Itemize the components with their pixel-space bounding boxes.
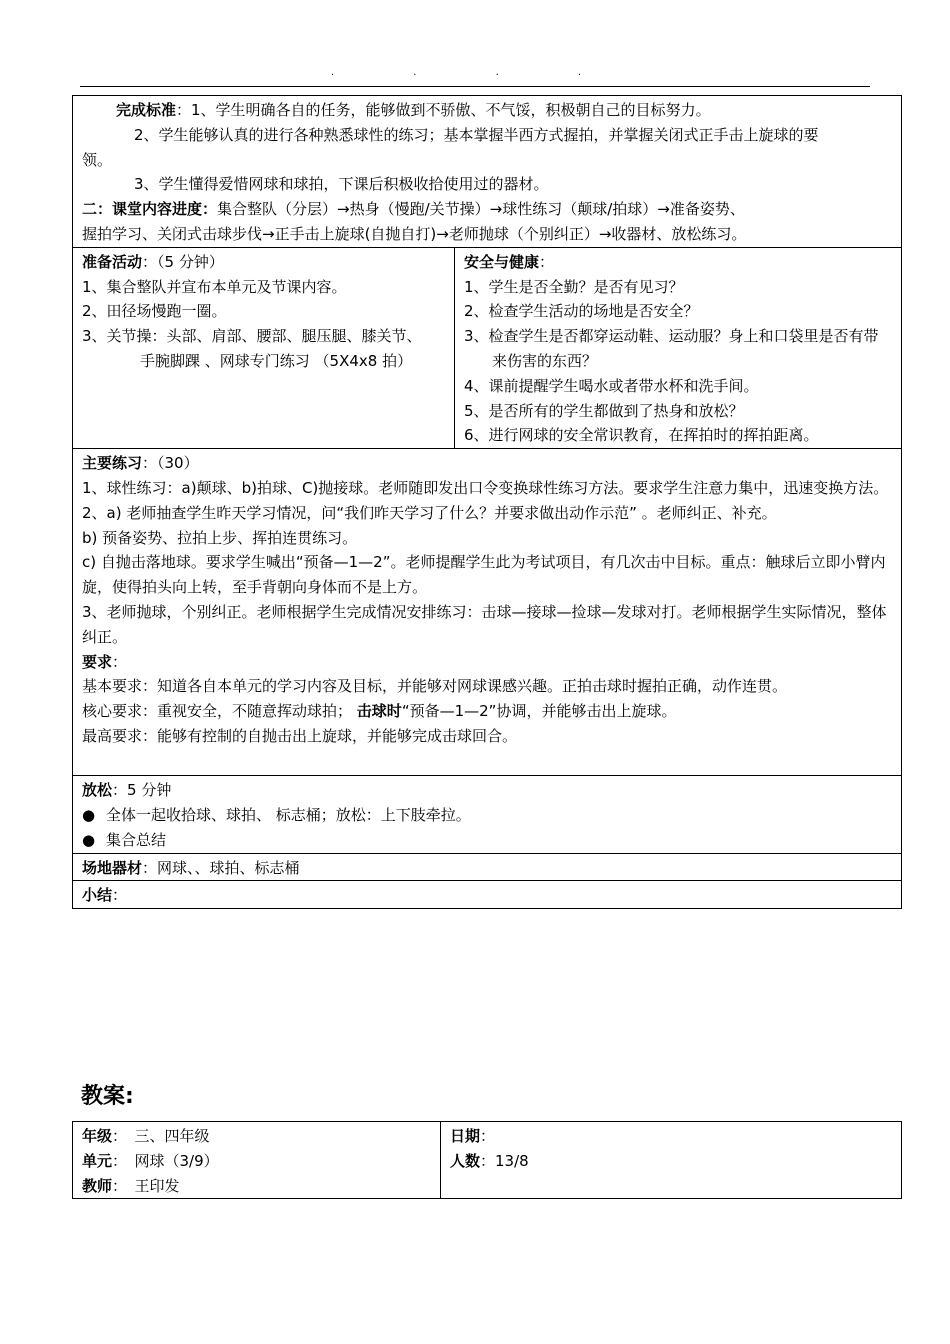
summary-colon: ： bbox=[112, 886, 128, 905]
completion-item-1: ：1、学生明确各自的任务，能够做到不骄傲、不气馁，积极朝自己的目标努力。 bbox=[176, 101, 711, 119]
equipment-cell bbox=[73, 853, 902, 881]
unit-value: ： 网球（3/9） bbox=[112, 1151, 219, 1170]
progress-label: 二：课堂内容进度： bbox=[82, 200, 218, 219]
relax-heading bbox=[82, 778, 893, 803]
warmup-item: 手腕脚踝 、网球专门练习 （5X4x8 拍） bbox=[140, 351, 413, 370]
safety-cell bbox=[455, 247, 902, 448]
summary-row bbox=[73, 881, 902, 909]
safety-item: 4、课前提醒学生喝水或者带水杯和洗手间。 bbox=[464, 376, 759, 395]
safety-colon: ： bbox=[539, 252, 555, 271]
summary-label: 小结 bbox=[82, 886, 113, 905]
warmup-item: 2、田径场慢跑一圈。 bbox=[82, 302, 227, 321]
safety-item: 6、进行网球的安全常识教育，在挥拍时的挥拍距离。 bbox=[464, 426, 819, 445]
requirement-core bbox=[82, 699, 893, 724]
lesson-plan-title: 教案: bbox=[81, 1084, 134, 1109]
relax-cell bbox=[73, 776, 902, 853]
completion-item-2b: 领。 bbox=[82, 150, 113, 169]
bullet-icon: ● bbox=[82, 830, 96, 849]
warmup-safety-row bbox=[73, 247, 902, 448]
relax-row bbox=[73, 776, 902, 853]
lesson-plan-table bbox=[72, 95, 902, 909]
unit-line bbox=[82, 1149, 432, 1174]
completion-cell bbox=[73, 96, 902, 248]
teacher-value: ： 王印发 bbox=[112, 1176, 180, 1195]
header-dots: . . . . bbox=[330, 67, 620, 78]
requirement-basic: 基本要求：知道各自本单元的学习内容及目标，并能够对网球课感兴趣。正拍击球时握拍正确，动作连贯。 bbox=[82, 677, 788, 696]
grade-value: ： 三、四年级 bbox=[112, 1127, 210, 1145]
main-label: 主要练习 bbox=[82, 454, 143, 473]
warmup-time: ：（5 分钟） bbox=[142, 252, 224, 271]
relax-item-text: 集合总结 bbox=[106, 830, 167, 849]
safety-item: 2、检查学生活动的场地是否安全？ bbox=[464, 302, 699, 321]
info-right-cell bbox=[441, 1122, 902, 1199]
main-paragraph: c) 自抛击落地球。要求学生喊出“预备—1—2”。老师提醒学生此为考试项目，有几次击中目标。重点：触球后立即小臂内旋，使得拍头向上转，至手背朝向身体而不是上方。 bbox=[82, 553, 886, 597]
progress-text-2: 握拍学习、关闭式击球步伐→正手击上旋球(自抛自打)→老师抛球（个别纠正）→收器材、放松练习。 bbox=[82, 224, 747, 243]
completion-label: 完成标准 bbox=[116, 101, 177, 119]
date-line bbox=[450, 1124, 893, 1149]
date-value: ： bbox=[480, 1127, 496, 1145]
relax-item-text: 全体一起收拾球、球拍、 标志桶；放松：上下肢牵拉。 bbox=[106, 805, 471, 824]
requirements-heading bbox=[82, 650, 893, 675]
requirement-top: 最高要求：能够有控制的自抛击出上旋球，并能够完成击球回合。 bbox=[82, 726, 518, 745]
count-line bbox=[450, 1149, 893, 1174]
info-table bbox=[72, 1121, 902, 1199]
main-paragraph: 2、a) 老师抽查学生昨天学习情况，问“我们昨天学习了什么？并要求做出动作示范” 。老师纠正、补充。 bbox=[82, 503, 777, 522]
safety-label: 安全与健康 bbox=[464, 252, 540, 271]
relax-label: 放松 bbox=[82, 781, 113, 800]
bullet-icon: ● bbox=[82, 805, 96, 824]
warmup-cell bbox=[73, 247, 455, 448]
equipment-value: ：网球、、球拍、标志桶 bbox=[142, 858, 300, 877]
completion-line-1 bbox=[82, 98, 893, 123]
relax-time: ：5 分钟 bbox=[112, 781, 172, 800]
main-paragraph: b) 预备姿势、拉拍上步、挥拍连贯练习。 bbox=[82, 528, 358, 547]
count-value: ：13/8 bbox=[480, 1151, 529, 1170]
relax-item bbox=[82, 828, 893, 853]
safety-item: 3、检查学生是否都穿运动鞋、运动服？身上和口袋里是否有带来伤害的东西？ bbox=[464, 327, 879, 370]
warmup-label: 准备活动 bbox=[82, 252, 143, 271]
progress-text-1: 集合整队（分层）→热身（慢跑/关节操）→球性练习（颠球/拍球）→准备姿势、 bbox=[217, 200, 745, 219]
main-paragraph: 1、球性练习：a)颠球、b)拍球、C)抛接球。老师随即发出口令变换球性练习方法。要求学生注意力集中，迅速变换方法。 bbox=[82, 478, 889, 497]
requirement-core-a: 核心要求：重视安全，不随意挥动球拍； bbox=[82, 702, 353, 721]
equipment-row bbox=[73, 853, 902, 881]
warmup-heading bbox=[82, 250, 446, 275]
requirements-label: 要求 bbox=[82, 652, 113, 671]
main-time: ：（30） bbox=[142, 454, 199, 473]
main-practice-row bbox=[73, 449, 902, 776]
header-rule bbox=[80, 86, 870, 87]
main-practice-cell bbox=[73, 449, 902, 776]
count-label: 人数 bbox=[450, 1151, 481, 1170]
main-heading bbox=[82, 451, 893, 476]
warmup-item: 1、集合整队并宣布本单元及节课内容。 bbox=[82, 277, 347, 296]
completion-row bbox=[73, 96, 902, 248]
safety-item: 1、学生是否全勤？是否有见习？ bbox=[464, 277, 684, 296]
completion-item-3: 3、学生懂得爱惜网球和球拍，下课后积极收拾使用过的器材。 bbox=[134, 175, 549, 194]
requirements-colon: ： bbox=[112, 652, 128, 671]
safety-item: 5、是否所有的学生都做到了热身和放松？ bbox=[464, 401, 744, 420]
relax-item bbox=[82, 803, 893, 828]
grade-label: 年级 bbox=[82, 1127, 113, 1145]
warmup-item: 3、关节操：头部、肩部、腰部、腿压腿、膝关节、 bbox=[82, 327, 422, 346]
teacher-label: 教师 bbox=[82, 1176, 113, 1195]
info-left-cell bbox=[73, 1122, 441, 1199]
equipment-label: 场地器材 bbox=[82, 858, 143, 877]
progress-line-1 bbox=[82, 197, 893, 222]
grade-line bbox=[82, 1124, 432, 1149]
summary-cell bbox=[73, 881, 902, 909]
requirement-core-b: 击球时 bbox=[356, 702, 402, 721]
completion-item-2: 2、学生能够认真的进行各种熟悉球性的练习；基本掌握半西方式握拍，并掌握关闭式正手击上旋球的要 bbox=[134, 125, 819, 144]
unit-label: 单元 bbox=[82, 1151, 113, 1170]
teacher-line bbox=[82, 1174, 432, 1199]
safety-heading bbox=[464, 250, 893, 275]
date-label: 日期 bbox=[450, 1127, 481, 1145]
requirement-core-c: “预备—1—2”协调，并能够击出上旋球。 bbox=[401, 702, 677, 721]
info-row bbox=[73, 1122, 902, 1199]
main-paragraph: 3、老师抛球，个别纠正。老师根据学生完成情况安排练习：击球—接球—捡球—发球对打。老师根据学生实际情况，整体纠正。 bbox=[82, 602, 887, 646]
